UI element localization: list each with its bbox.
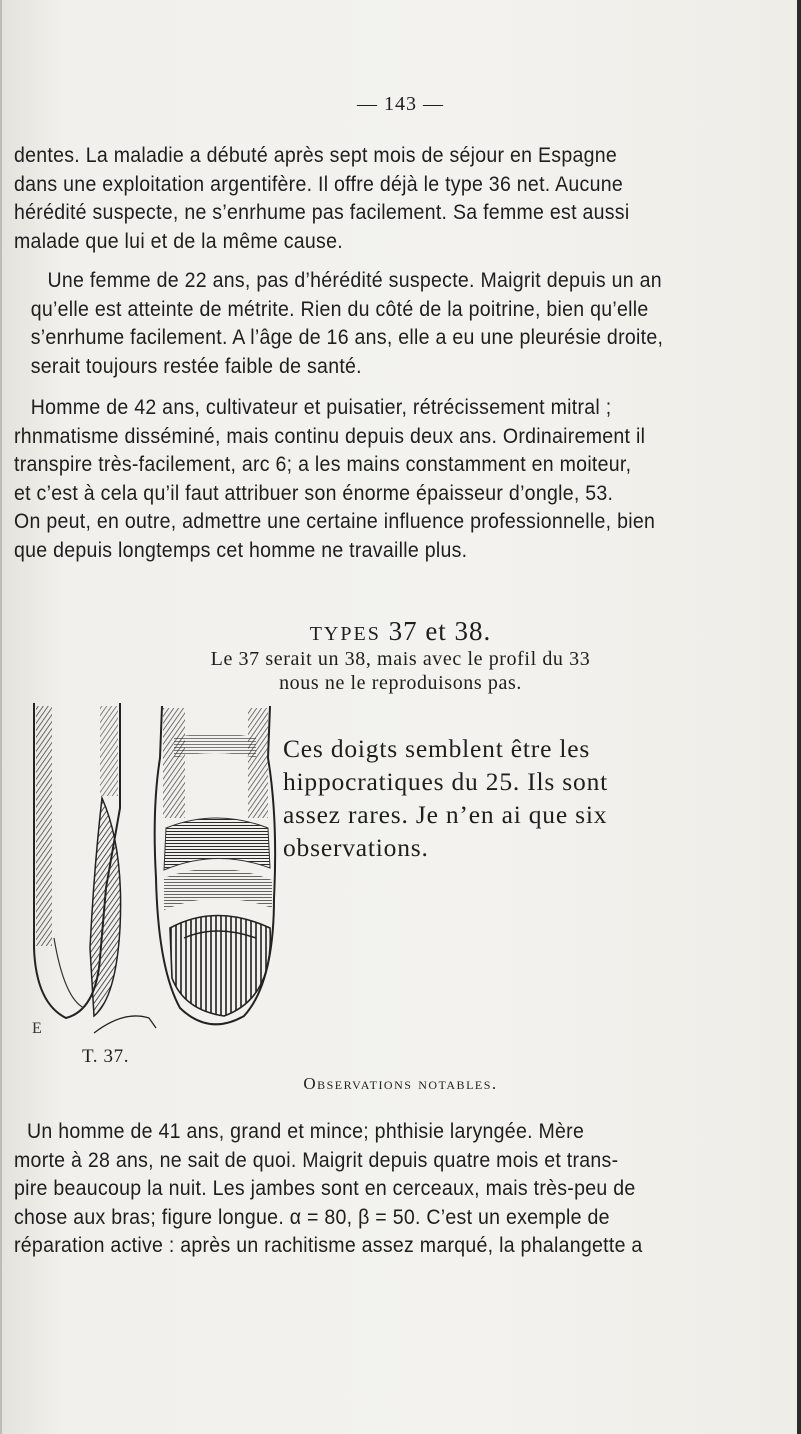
section-title-numbers: 37 et 38. [388,616,492,646]
text-line: transpire très-facilement, arc 6; a les mains constamment en moiteur, [14,453,632,477]
text-line: qu’elle est atteinte de métrite. Rien du côté de la poitrine, bien qu’elle [30,297,649,321]
section-title-prefix: TYPES [309,623,381,645]
side-note-line: observations. [283,833,429,862]
side-note-line: Ces doigts semblent être les [283,734,591,763]
text-line: que depuis longtemps cet homme ne travaille plus. [14,538,468,562]
page-number: — 143 — [357,93,444,115]
arch-sketch [94,1016,156,1033]
text-line: On peut, en outre, admettre une certaine influence professionnelle, bien [14,510,656,534]
figure-label: T. 37. [82,1046,130,1067]
text-line: serait toujours restée faible de santé. [30,354,362,378]
text-line: rhnmatisme disséminé, mais continu depuis deux ans. Ordinairement il [14,424,646,448]
text-line: malade que lui et de la même cause. [14,229,343,253]
text-line: réparation active : après un rachitisme assez marqué, la phalangette a [14,1234,643,1258]
side-note-line: assez rares. Je n’en ai que six [283,800,608,829]
caption-line: nous ne le reproduisons pas. [279,672,522,694]
front-finger [155,706,275,1024]
paragraph-4 [14,1118,728,1261]
paragraph-3 [14,394,728,566]
text-line: dans une exploitation argentifère. Il offre déjà le type 36 net. Aucune [14,172,624,196]
text-line: morte à 28 ans, ne sait de quoi. Maigrit depuis quatre mois et trans- [14,1148,619,1172]
figure-caption [0,647,801,695]
text-line: et c’est à cela qu’il faut attribuer son énorme épaisseur d’ongle, 53. [14,481,614,505]
text-line: hérédité suspecte, ne s’enrhume pas facilement. Sa femme est aussi [14,201,630,225]
text-line: pire beaucoup la nuit. Les jambes sont en cerceaux, mais très-peu de [14,1177,636,1201]
text-line: Homme de 42 ans, cultivateur et puisatier, rétrécissement mitral ; [30,396,612,419]
subsection-title: Observations notables. [303,1074,498,1093]
figure-mark: E [32,1020,42,1037]
text-line: chose aux bras; figure longue. α = 80, β = 50. C’est un exemple de [14,1205,610,1229]
text-line: dentes. La maladie a débuté après sept mois de séjour en Espagne [14,144,618,167]
paragraph-1 [14,142,728,256]
section-title [0,616,801,647]
side-note-line: hippocratiques du 25. Ils sont [283,767,609,796]
side-note [283,732,783,864]
text-line: Un homme de 41 ans, grand et mince; phthisie laryngée. Mère [27,1120,585,1143]
text-line: Une femme de 22 ans, pas d’hérédité suspecte. Maigrit depuis un an [47,269,662,292]
page-edge-left [0,0,2,1434]
fingertip-illustration [24,698,284,1043]
page-edge-right [797,0,801,1434]
paragraph-2 [14,267,728,381]
caption-line: Le 37 serait un 38, mais avec le profil du 33 [210,648,591,670]
text-line: s’enrhume facilement. A l’âge de 16 ans, elle a eu une pleurésie droite, [30,326,664,350]
profile-finger [34,703,121,1018]
